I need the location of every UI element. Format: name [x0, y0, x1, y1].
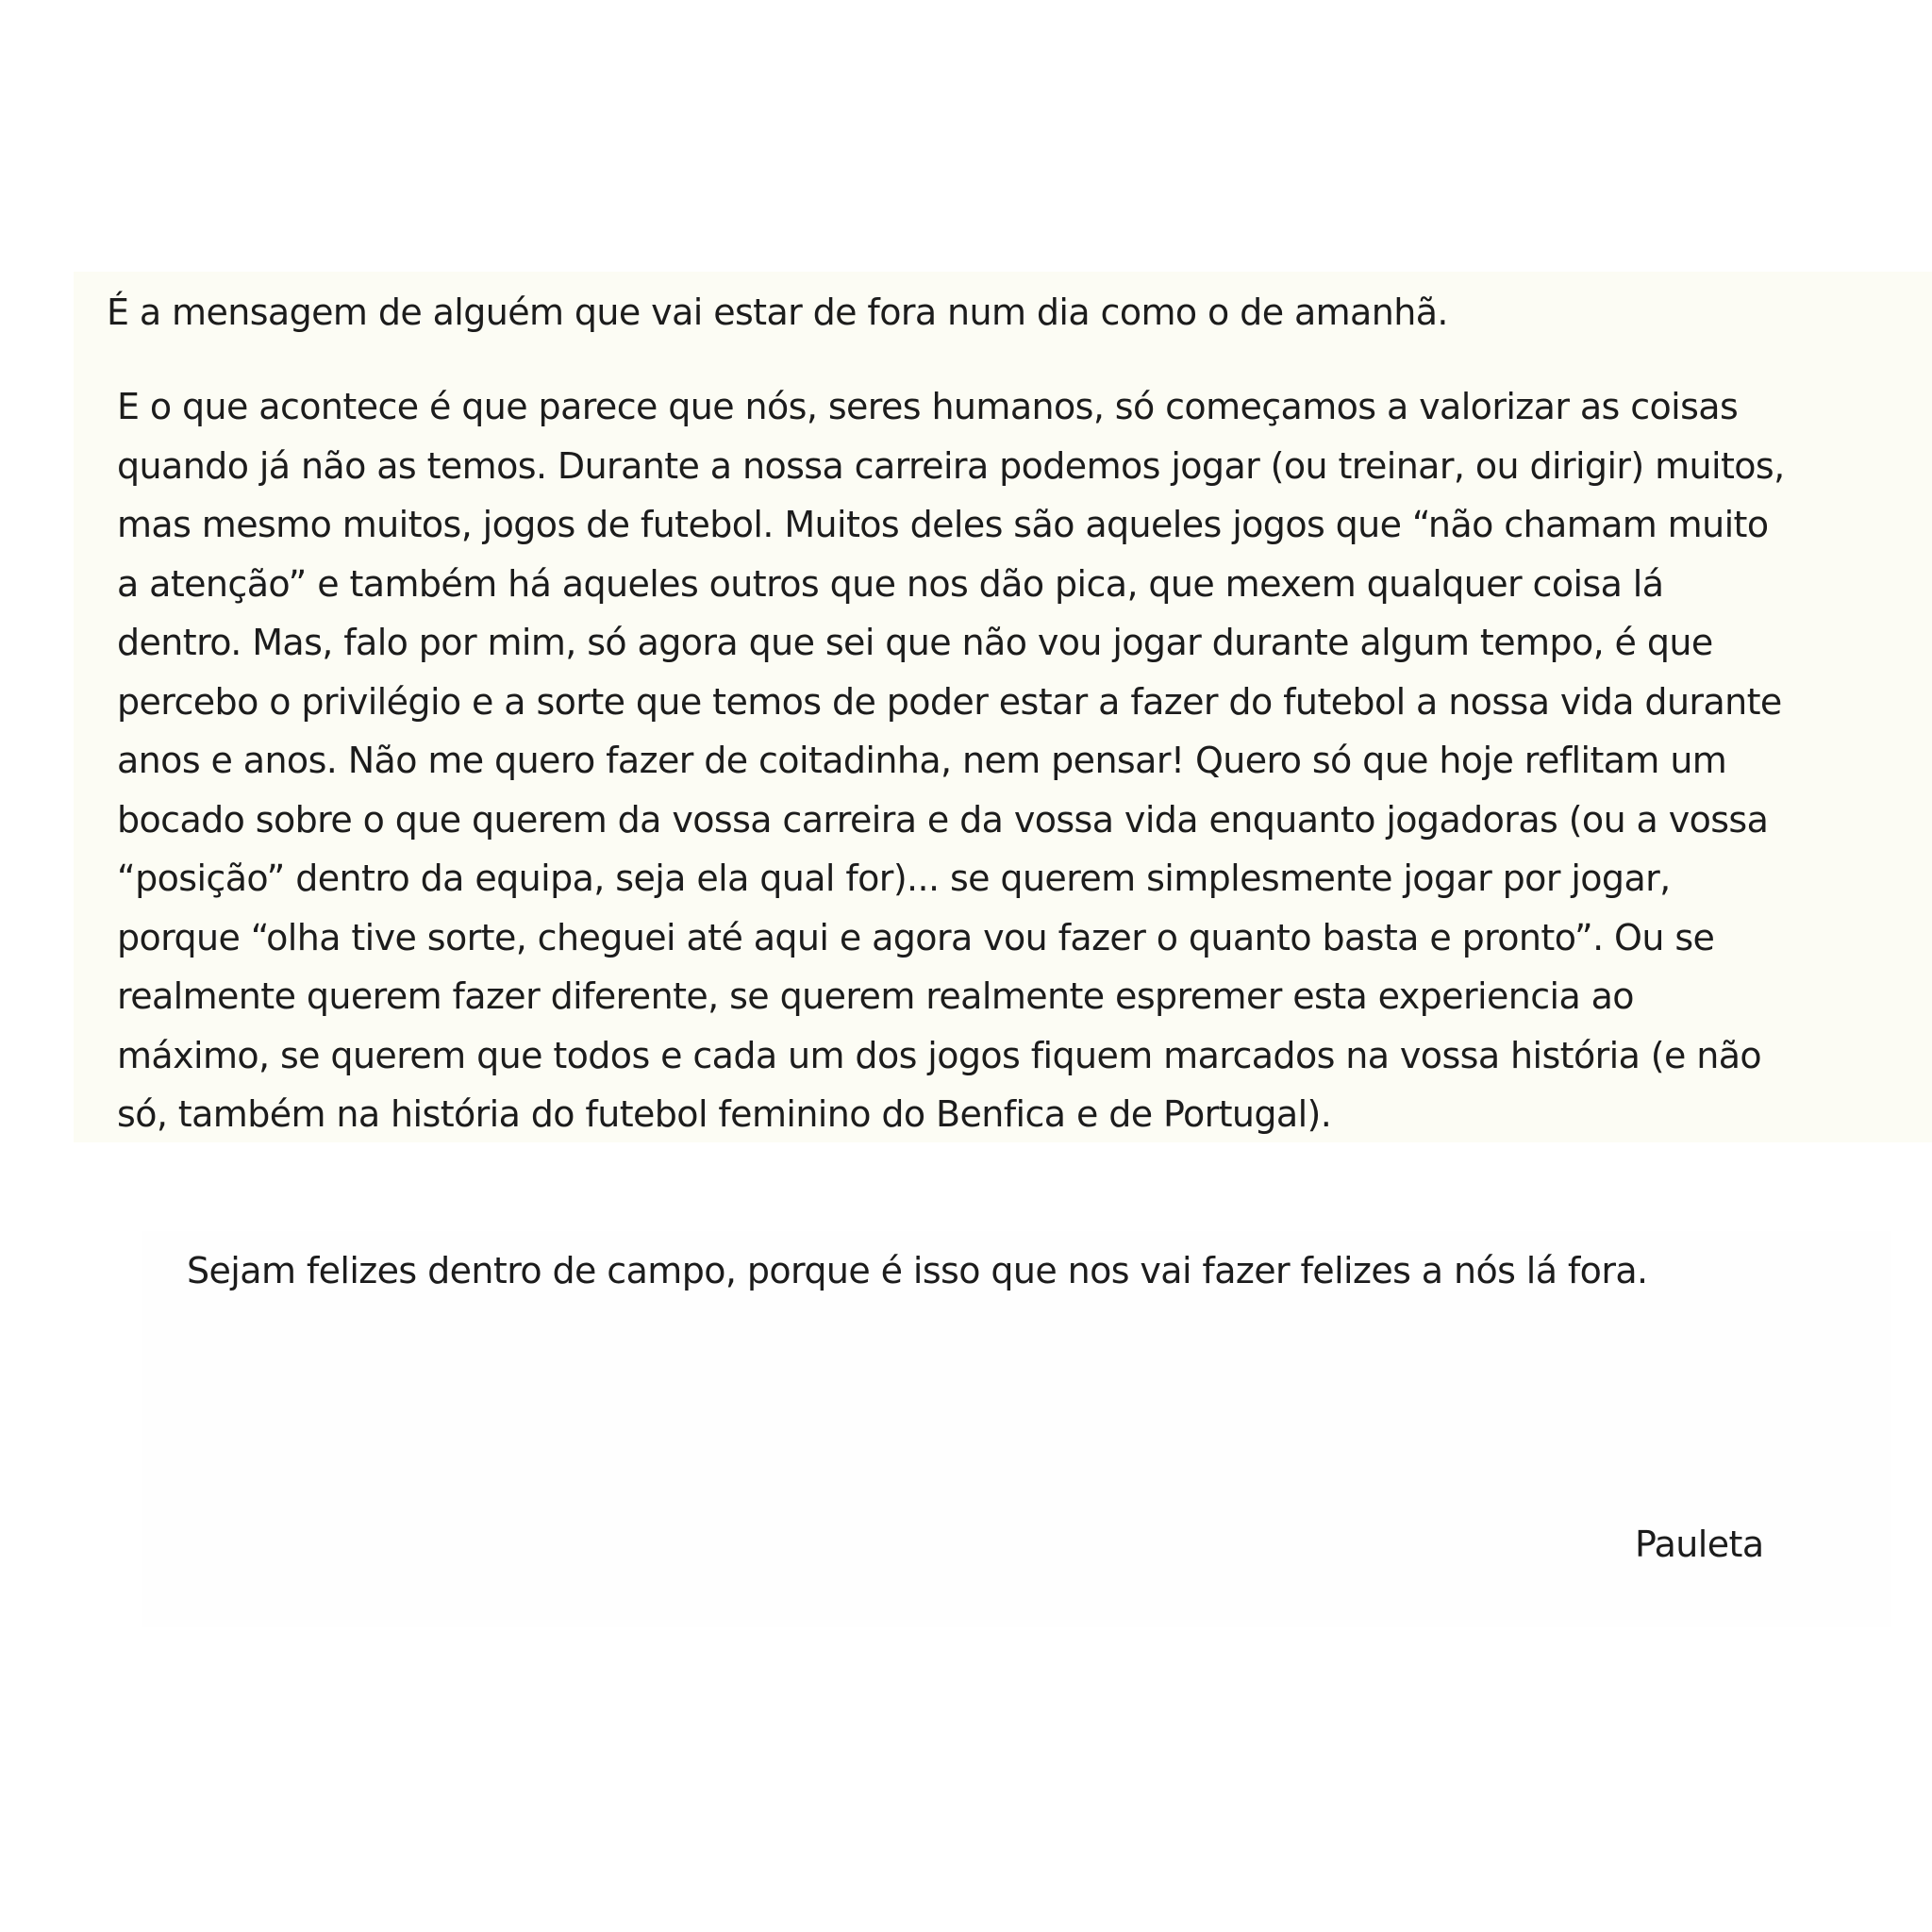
body-line: só, também na história do futebol feminino do Benfica e de Portugal).: [117, 1093, 1332, 1135]
body-line: E o que acontece é que parece que nós, seres humanos, só começamos a valorizar as coisas: [117, 386, 1739, 427]
body-line: a atenção” e também há aqueles outros que nos dão pica, que mexem qualquer coisa lá: [117, 562, 1664, 605]
body-line: quando já não as temos. Durante a nossa carreira podemos jogar (ou treinar, ou dirigir) muitos,: [117, 444, 1785, 487]
body-line: porque “olha tive sorte, cheguei até aqui e agora vou fazer o quanto basta e pronto”. Ou se: [117, 916, 1715, 958]
body-line: “posição” dentro da equipa, seja ela qual for)... se querem simplesmente jogar por jogar,: [117, 858, 1671, 899]
body-line: dentro. Mas, falo por mim, só agora que sei que não vou jogar durante algum tempo, é que: [117, 622, 1713, 663]
signature: Pauleta: [1635, 1524, 1764, 1565]
closing-line: Sejam felizes dentro de campo, porque é isso que nos vai fazer felizes a nós lá fora.: [187, 1250, 1648, 1291]
body-line: máximo, se querem que todos e cada um dos jogos fiquem marcados na vossa história (e não: [117, 1034, 1762, 1076]
opening-line: É a mensagem de alguém que vai estar de fora num dia como o de amanhã.: [107, 291, 1448, 333]
body-line: realmente querem fazer diferente, se querem realmente espremer esta experiencia ao: [117, 975, 1634, 1017]
body-line: anos e anos. Não me quero fazer de coitadinha, nem pensar! Quero só que hoje reflitam um: [117, 740, 1727, 781]
body-line: mas mesmo muitos, jogos de futebol. Muitos deles são aqueles jogos que “não chamam muito: [117, 504, 1769, 545]
body-line: percebo o privilégio e a sorte que temos de poder estar a fazer do futebol a nossa vida durante: [117, 680, 1782, 723]
letter-body-paragraph: [117, 377, 1785, 1144]
body-line: bocado sobre o que querem da vossa carreira e da vossa vida enquanto jogadoras (ou a vossa: [117, 798, 1769, 841]
